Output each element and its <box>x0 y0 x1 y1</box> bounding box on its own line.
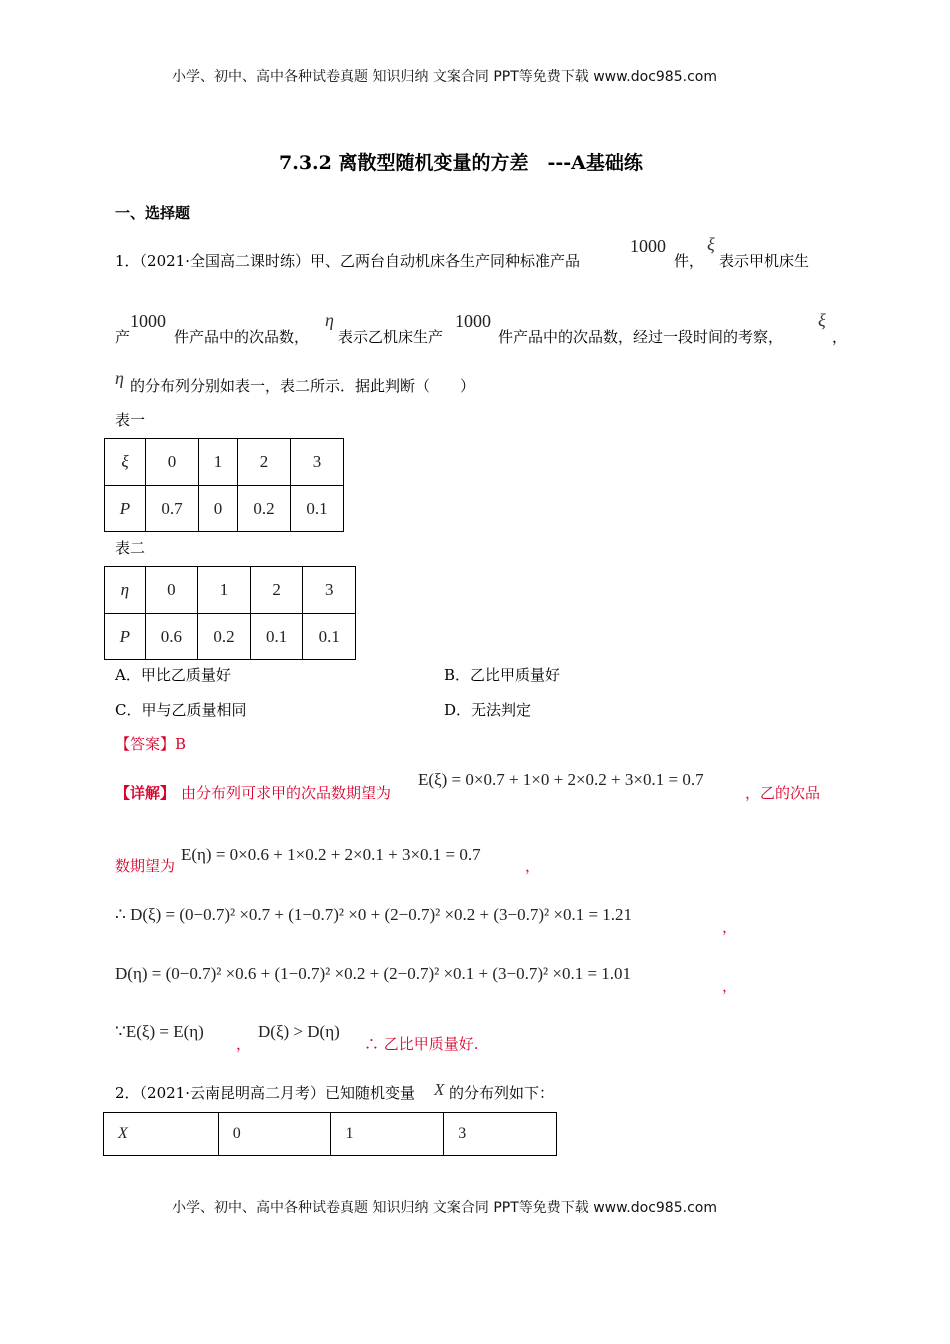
table1-row-cell: 0.2 <box>238 486 291 532</box>
q1-eta-symbol-b: η <box>115 368 124 388</box>
table2 <box>104 566 356 660</box>
q1-line1-end: 表示甲机床生 <box>719 252 810 270</box>
q1-line2-start: 产 <box>115 328 131 346</box>
section-heading: 一、选择题 <box>115 204 191 222</box>
answer: 【答案】B <box>115 735 187 753</box>
table1-row-cell: 0 <box>199 486 238 532</box>
eq-variance-eta: D(η) = (0−0.7)² ×0.6 + (1−0.7)² ×0.2 + (2−0.7)² ×0.1 + (3−0.7)² ×0.1 = 1.01 <box>115 964 632 983</box>
table1-head-var: ξ <box>105 439 146 486</box>
q2-table-var: X <box>104 1113 219 1156</box>
table2-head-cell: 3 <box>303 567 356 614</box>
q1-number-1000: 1000 <box>630 236 666 256</box>
q1-line3-text: 的分布列分别如表一，表二所示．据此判断（ ） <box>130 377 476 395</box>
q2-variable: X <box>434 1080 445 1099</box>
detail-comma-3: ， <box>722 977 738 995</box>
table1-head-cell: 2 <box>238 439 291 486</box>
table1-row-cell: 0.1 <box>291 486 344 532</box>
detail-comma-1: ， <box>525 857 541 875</box>
q2-table-cell: 1 <box>331 1113 444 1156</box>
table1-head-cell: 3 <box>291 439 344 486</box>
detail-text-2: ，乙的次品 <box>745 784 821 802</box>
page-footer: 小学、初中、高中各种试卷真题 知识归纳 文案合同 PPT等免费下载 www.doc985.com <box>172 1200 717 1216</box>
q1-line2-comma: ， <box>832 328 848 346</box>
eq-variance-xi: ∴ D(ξ) = (0−0.7)² ×0.7 + (1−0.7)² ×0 + (2−0.7)² ×0.2 + (3−0.7)² ×0.1 = 1.21 <box>115 905 633 924</box>
table2-head-cell: 0 <box>145 567 198 614</box>
conclusion-text: ∴ 乙比甲质量好. <box>364 1035 479 1053</box>
table2-row-cell: 0.6 <box>145 614 198 660</box>
table1-row-cell: 0.7 <box>146 486 199 532</box>
table1-head-cell: 1 <box>199 439 238 486</box>
q2-table-cell: 3 <box>444 1113 557 1156</box>
table2-row-cell: 0.2 <box>198 614 251 660</box>
table2-row-cell: 0.1 <box>250 614 303 660</box>
q1-line2-mid: 表示乙机床生产 <box>338 328 444 346</box>
table1-row-var: P <box>105 486 146 532</box>
q2-text-start: 2．（2021·云南昆明高二月考）已知随机变量 <box>115 1084 415 1102</box>
detail-label: 【详解】 <box>115 784 176 802</box>
table1-label: 表一 <box>115 411 146 429</box>
table2-head-var: η <box>105 567 146 614</box>
option-a: A．甲比乙质量好 <box>115 666 231 684</box>
q1-line2-end: 件产品中的次品数，经过一段时间的考察， <box>498 328 784 346</box>
eq-conclusion-1: ∵E(ξ) = E(η) <box>115 1022 204 1041</box>
table2-label: 表二 <box>115 539 146 557</box>
q1-line1-unit: 件， <box>674 252 705 270</box>
q1-xi-symbol-b: ξ <box>818 310 826 330</box>
q1-xi-symbol: ξ <box>707 234 715 254</box>
eq-expectation-xi: E(ξ) = 0×0.7 + 1×0 + 2×0.2 + 3×0.1 = 0.7 <box>418 770 704 789</box>
q1-line2-text: 件产品中的次品数， <box>174 328 310 346</box>
option-b: B．乙比甲质量好 <box>444 666 561 684</box>
table2-row-cell: 0.1 <box>303 614 356 660</box>
table2-row-var: P <box>105 614 146 660</box>
table2-head-cell: 2 <box>250 567 303 614</box>
detail-comma-2: ， <box>722 918 738 936</box>
page-title: 7.3.2 离散型随机变量的方差 ---A基础练 <box>279 152 643 174</box>
q2-table <box>103 1112 557 1156</box>
option-d: D．无法判定 <box>444 701 532 719</box>
table2-head-cell: 1 <box>198 567 251 614</box>
eq-conclusion-2: D(ξ) > D(η) <box>258 1022 340 1041</box>
q1-eta-symbol: η <box>325 310 334 330</box>
detail-text-1: 由分布列可求甲的次品数期望为 <box>181 784 392 802</box>
q1-number-1000-b: 1000 <box>130 311 166 331</box>
detail-comma-4: ， <box>236 1035 252 1053</box>
option-c: C．甲与乙质量相同 <box>115 701 247 719</box>
detail-text-3: 数期望为 <box>115 857 176 875</box>
eq-expectation-eta: E(η) = 0×0.6 + 1×0.2 + 2×0.1 + 3×0.1 = 0.7 <box>181 845 481 864</box>
q1-number-1000-c: 1000 <box>455 311 491 331</box>
q2-text-end: 的分布列如下： <box>449 1084 555 1102</box>
page-header: 小学、初中、高中各种试卷真题 知识归纳 文案合同 PPT等免费下载 www.doc985.com <box>172 69 717 85</box>
table1-head-cell: 0 <box>146 439 199 486</box>
q2-table-cell: 0 <box>218 1113 331 1156</box>
q1-line1-text: 1．（2021·全国高二课时练）甲、乙两台自动机床各生产同种标准产品 <box>115 252 580 270</box>
table1 <box>104 438 344 532</box>
